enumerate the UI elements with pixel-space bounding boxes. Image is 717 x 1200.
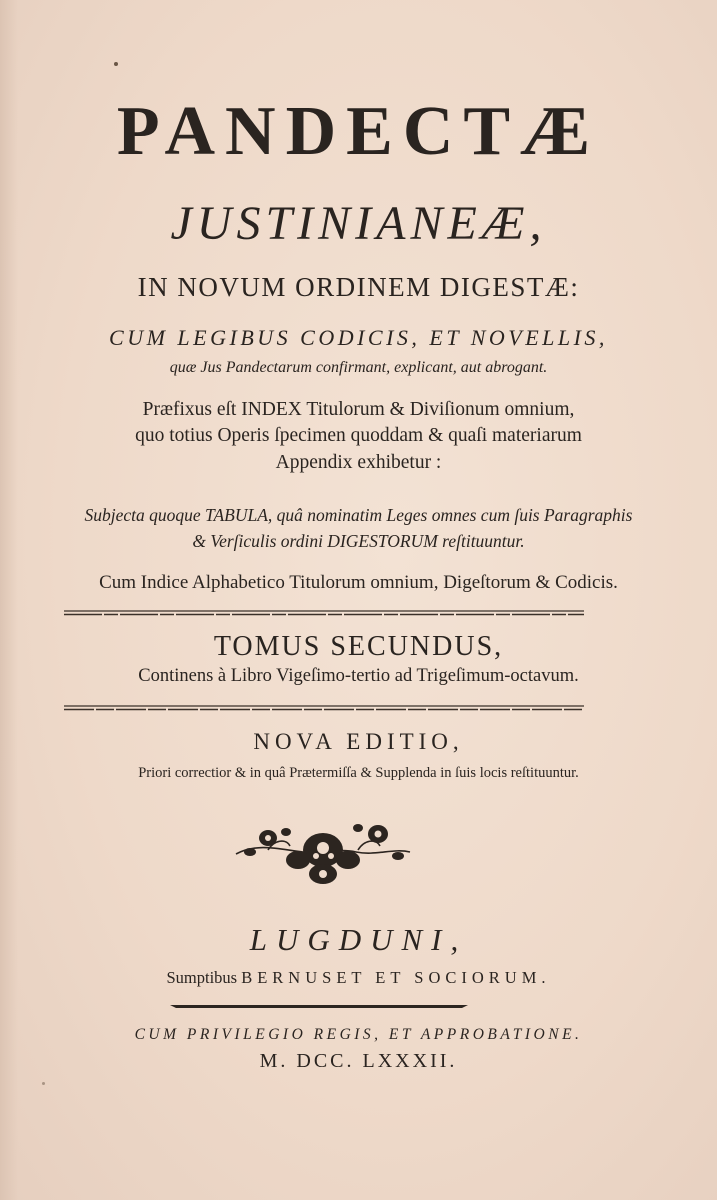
subtitle: JUSTINIANEÆ,	[170, 197, 547, 250]
edition-heading: NOVA EDITIO,	[253, 729, 464, 754]
volume-contents: Continens à Libro Vigeſimo-tertio ad Trigeſimum-octavum.	[138, 666, 579, 686]
codices-line: CUM LEGIBUS CODICIS, ET NOVELLIS,	[109, 325, 608, 350]
paper-spot	[42, 1082, 45, 1085]
index-paragraph-line-1: Præfixus eſt INDEX Titulorum & Diviſionum omnium,	[142, 399, 575, 420]
imprint-rule	[170, 1000, 468, 1012]
paper-spot	[114, 62, 118, 66]
floral-ornament-icon	[228, 812, 418, 892]
imprint-place: LUGDUNI,	[249, 922, 468, 957]
index-paragraph-line-2: quo totius Operis ſpecimen quoddam & quaſi materiarum	[135, 425, 582, 446]
publisher-names: BERNUSET ET SOCIORUM.	[241, 968, 551, 987]
binding-shadow	[0, 0, 18, 1200]
publisher-line	[0, 967, 717, 989]
alphabetic-index-line: Cum Indice Alphabetico Titulorum omnium, Digeſtorum & Codicis.	[99, 572, 618, 593]
title: PANDECTÆ	[116, 93, 601, 170]
publication-year: M. DCC. LXXXII.	[259, 1050, 458, 1072]
volume-title: TOMUS SECUNDUS,	[213, 631, 504, 662]
divider-rule	[64, 608, 584, 618]
tabula-line-1: Subjecta quoque TABULA, quâ nominatim Leges omnes cum ſuis Paragraphis	[84, 505, 633, 525]
edition-note: Priori correctior & in quâ Prætermiſſa & Supplenda in ſuis locis reſtituuntur.	[138, 765, 579, 781]
divider-rule	[64, 703, 584, 713]
tabula-line-2: & Verſiculis ordini DIGESTORUM reſtituuntur.	[192, 531, 525, 551]
subtitle-line: IN NOVUM ORDINEM DIGESTÆ:	[137, 272, 580, 302]
publisher-prefix: Sumptibus	[166, 968, 238, 987]
index-paragraph-line-3: Appendix exhibetur :	[275, 452, 442, 473]
pandect-description: quæ Jus Pandectarum confirmant, explicant, aut abrogant.	[169, 359, 548, 376]
privilege-line: CUM PRIVILEGIO REGIS, ET APPROBATIONE.	[134, 1026, 583, 1043]
